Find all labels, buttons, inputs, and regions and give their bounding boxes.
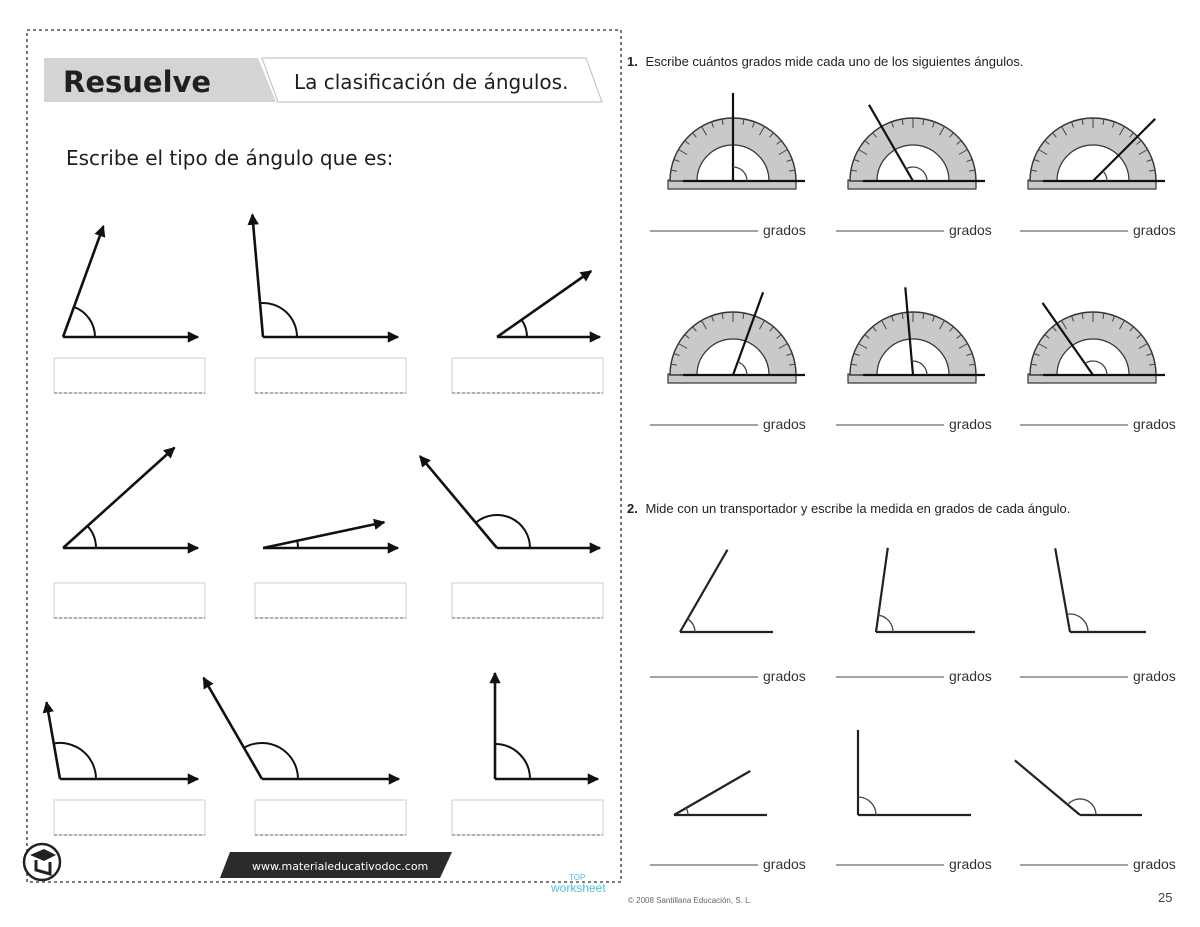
answer-box[interactable] [54, 583, 205, 618]
answer-box[interactable] [54, 358, 205, 393]
answer-box-frame[interactable] [54, 358, 205, 393]
measure-angle [680, 550, 773, 632]
angle-side-ray [876, 548, 888, 632]
angle-figure [47, 702, 199, 779]
grados-label: grados [1133, 668, 1176, 684]
grados-label: grados [763, 856, 806, 872]
answer-box-frame[interactable] [54, 583, 205, 618]
grados-answer[interactable] [1020, 222, 1176, 238]
angle-side-ray [63, 226, 103, 337]
angle-side-ray [1055, 548, 1070, 632]
angle-arc [74, 307, 95, 337]
angle-side-ray [204, 678, 263, 779]
grados-answer[interactable] [1020, 856, 1176, 872]
answer-box-frame[interactable] [452, 358, 603, 393]
grados-answer[interactable] [836, 856, 992, 872]
question-1-number: 1. [627, 54, 638, 69]
measure-angle [858, 730, 971, 815]
watermark-bottom: worksheet [551, 881, 606, 895]
grados-answer[interactable] [650, 222, 806, 238]
watermark [550, 873, 606, 895]
question-2-number: 2. [627, 501, 638, 516]
angle-arc [688, 619, 696, 632]
answer-box-frame[interactable] [452, 800, 603, 835]
question-1 [627, 54, 1023, 69]
answer-box[interactable] [452, 800, 603, 835]
angle-figure [63, 448, 198, 548]
footer-url-banner [220, 852, 452, 878]
grados-label: grados [949, 856, 992, 872]
instruction-text: Escribe el tipo de ángulo que es: [66, 146, 394, 170]
grados-label: grados [1133, 416, 1176, 432]
question-2-text: Mide con un transportador y escribe la medida en grados de cada ángulo. [645, 501, 1071, 516]
angle-arc [297, 541, 298, 548]
answer-box[interactable] [452, 358, 603, 393]
page-number: 25 [1158, 890, 1173, 905]
angle-figure [263, 522, 398, 548]
right-worksheet [627, 54, 1176, 905]
measure-angle [1015, 760, 1142, 815]
grados-label: grados [763, 668, 806, 684]
graduation-cap-icon [24, 844, 60, 880]
answer-box[interactable] [255, 583, 406, 618]
answer-box[interactable] [255, 358, 406, 393]
answer-box-frame[interactable] [255, 583, 406, 618]
answer-box-frame[interactable] [452, 583, 603, 618]
grados-answer[interactable] [650, 668, 806, 684]
angle-figure [495, 673, 598, 779]
measure-angle [674, 771, 767, 815]
watermark-top: TOP [569, 873, 586, 882]
angle-side-ray [680, 550, 728, 632]
angle-side-ray [1015, 760, 1080, 815]
protractor [1028, 303, 1165, 383]
angle-side-ray [47, 702, 61, 779]
angle-side-ray [252, 215, 263, 338]
answer-box-frame[interactable] [255, 358, 406, 393]
angle-figure [63, 226, 198, 337]
protractor [668, 93, 805, 189]
grados-answer[interactable] [650, 856, 806, 872]
header-title: Resuelve [63, 65, 212, 99]
angle-figure [204, 678, 400, 779]
grados-answer[interactable] [836, 222, 992, 238]
grados-answer[interactable] [836, 416, 992, 432]
grados-answer[interactable] [836, 668, 992, 684]
protractor-figures [668, 93, 1165, 383]
logo [24, 844, 60, 880]
measure-angle-figures [674, 548, 1146, 815]
angle-figure [420, 456, 600, 548]
answer-box[interactable] [452, 583, 603, 618]
angle-arc [88, 526, 97, 548]
grados-answer[interactable] [1020, 668, 1176, 684]
angle-arc [495, 744, 530, 779]
protractor [848, 105, 985, 189]
header-subtitle: La clasificación de ángulos. [294, 70, 569, 94]
grados-label: grados [763, 222, 806, 238]
protractor [1028, 118, 1165, 189]
angle-figure [252, 215, 398, 338]
angle-side-ray [497, 271, 591, 337]
answer-box[interactable] [54, 800, 205, 835]
grados-label: grados [763, 416, 806, 432]
angle-arc [522, 320, 527, 337]
answer-box-frame[interactable] [54, 800, 205, 835]
grados-label: grados [949, 416, 992, 432]
grados-label: grados [1133, 222, 1176, 238]
protractor [668, 292, 805, 383]
copyright: © 2008 Santillana Educación, S. L. [628, 896, 752, 905]
footer-url: www.materialeducativodoc.com [252, 860, 429, 873]
grados-answer[interactable] [1020, 416, 1176, 432]
angle-arc [858, 797, 876, 815]
angle-figures [47, 215, 601, 780]
question-2 [627, 501, 1070, 516]
answer-box-frame[interactable] [255, 800, 406, 835]
protractor [848, 287, 985, 383]
measure-angle [1055, 548, 1146, 632]
answer-box[interactable] [255, 800, 406, 835]
answer-boxes [54, 358, 603, 835]
left-worksheet [24, 30, 621, 882]
grados-answer[interactable] [650, 416, 806, 432]
angle-arc [878, 615, 893, 632]
angle-side-ray [263, 522, 384, 548]
angle-side-ray [674, 771, 750, 815]
measure-angle [876, 548, 975, 632]
grados-label: grados [949, 668, 992, 684]
angle-side-ray [63, 448, 175, 548]
question-1-text: Escribe cuántos grados mide cada uno de los siguientes ángulos. [645, 54, 1024, 69]
angle-side-ray [420, 456, 497, 548]
angle-figure [497, 271, 600, 337]
grados-label: grados [1133, 856, 1176, 872]
angle-arc [260, 303, 297, 337]
grados-label: grados [949, 222, 992, 238]
